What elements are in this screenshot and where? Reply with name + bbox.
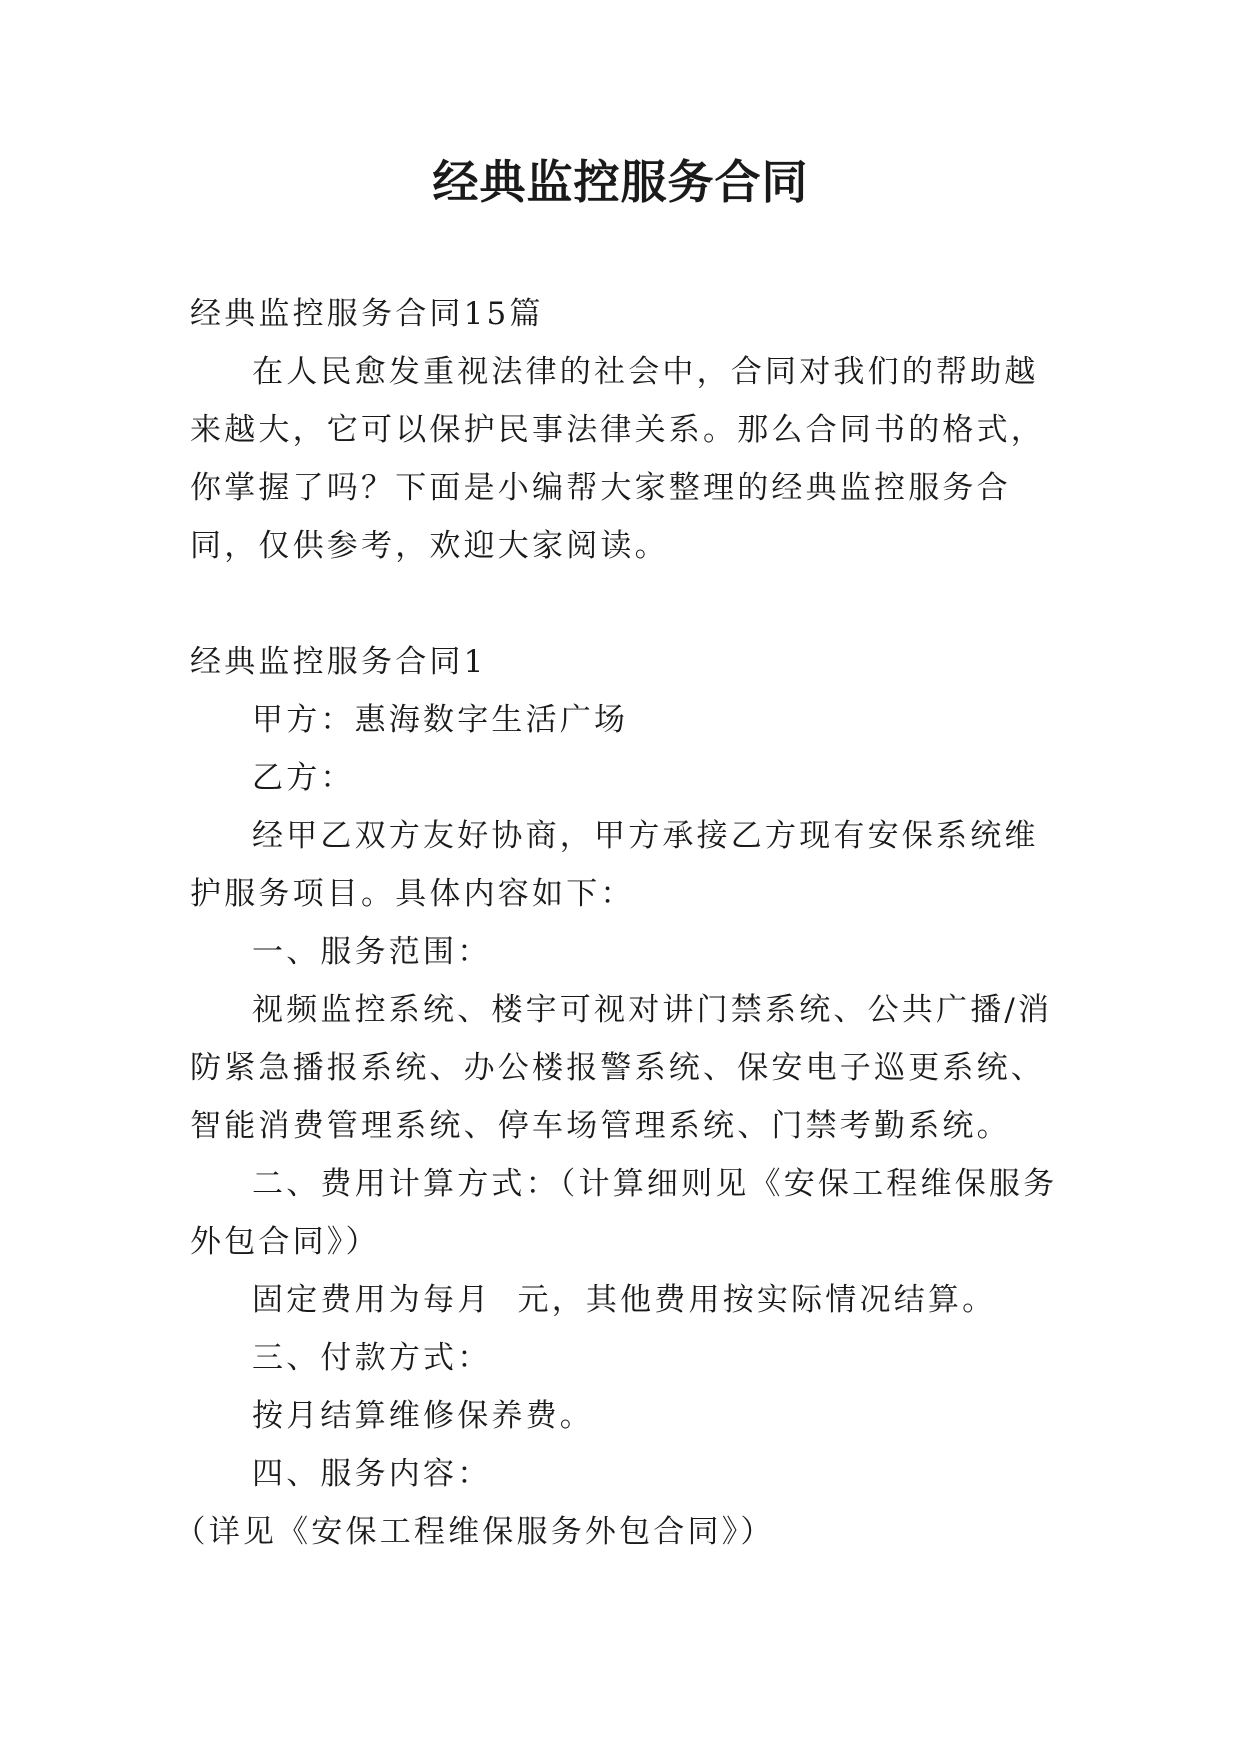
agreement-intro-paragraph: 经甲乙双方友好协商，甲方承接乙方现有安保系统维护服务项目。具体内容如下： (190, 818, 1039, 912)
party-a-line: 甲方：惠海数字生活广场 (252, 702, 629, 738)
party-b-line: 乙方： (252, 760, 355, 796)
intro-paragraph: 在人民愈发重视法律的社会中，合同对我们的帮助越来越大，它可以保护民事法律关系。那么合同书的格式，你掌握了吗？下面是小编帮大家整理的经典监控服务合同，仅供参考，欢迎大家阅读。 (190, 354, 1045, 564)
clause-1-body: 视频监控系统、楼宇可视对讲门禁系统、公共广播/消防紧急播报系统、办公楼报警系统、保安电子巡更系统、智能消费管理系统、停车场管理系统、门禁考勤系统。 (190, 992, 1053, 1144)
clause-2-heading: 二、费用计算方式：（计算细则见《安保工程维保服务外包合同》） (190, 1166, 1058, 1260)
clause-4-body: （详见《安保工程维保服务外包合同》） (174, 1514, 775, 1550)
clause-1-heading: 一、服务范围： (252, 934, 492, 970)
document-body (174, 285, 1060, 1561)
clause-3-body: 按月结算维修保养费。 (252, 1398, 594, 1434)
document-title: 经典监控服务合同 (432, 155, 809, 209)
clause-4-heading: 四、服务内容： (252, 1456, 492, 1492)
section-heading: 经典监控服务合同1 (190, 644, 487, 680)
clause-2-body: 固定费用为每月 元，其他费用按实际情况结算。 (252, 1282, 997, 1318)
document-subtitle: 经典监控服务合同15篇 (190, 296, 544, 332)
clause-3-heading: 三、付款方式： (252, 1340, 492, 1376)
